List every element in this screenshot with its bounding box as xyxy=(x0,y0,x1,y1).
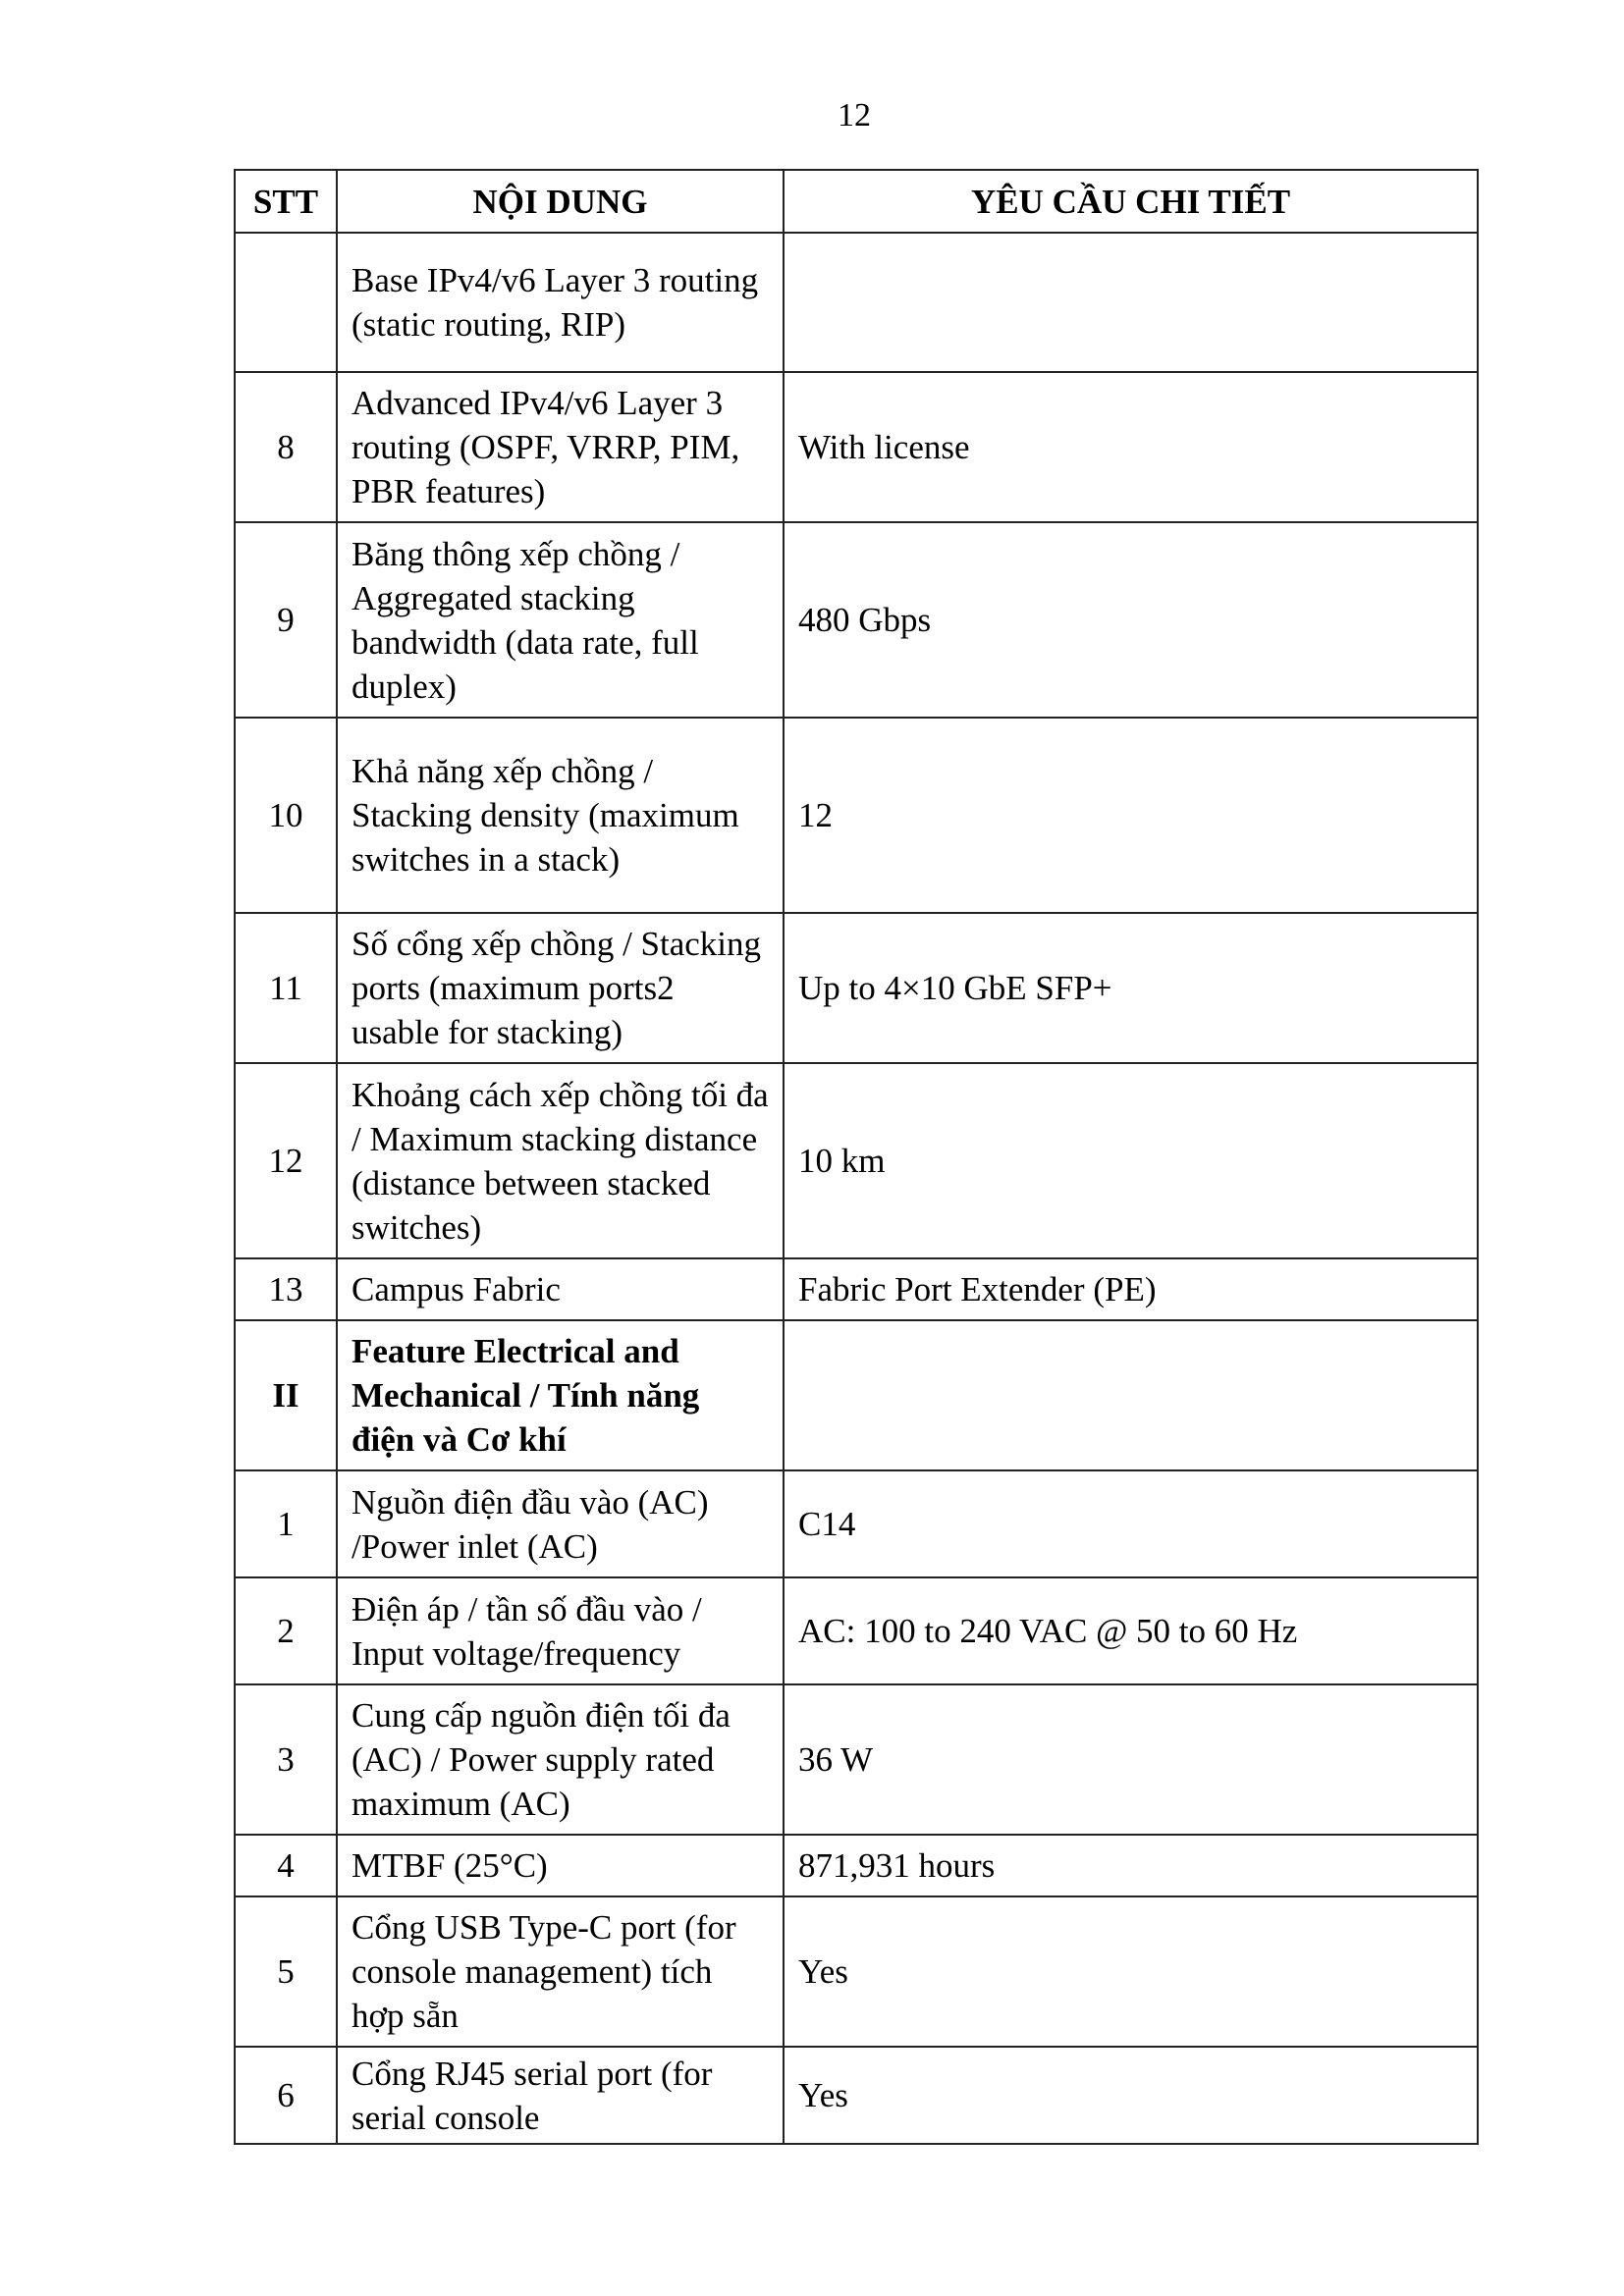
row-requirement xyxy=(784,1320,1478,1470)
table-row xyxy=(235,1896,1478,2047)
table-row xyxy=(235,1470,1478,1577)
table-row xyxy=(235,522,1478,718)
row-stt: 10 xyxy=(235,718,337,913)
table-row xyxy=(235,718,1478,913)
row-stt: 5 xyxy=(235,1896,337,2047)
row-stt: 9 xyxy=(235,522,337,718)
row-content: Khoảng cách xếp chồng tối đa / Maximum stacking distance (distance between stacked switches) xyxy=(337,1063,784,1258)
row-requirement: AC: 100 to 240 VAC @ 50 to 60 Hz xyxy=(784,1577,1478,1684)
spec-table xyxy=(234,169,1479,2145)
row-requirement: Up to 4×10 GbE SFP+ xyxy=(784,913,1478,1063)
row-content: Băng thông xếp chồng / Aggregated stacking bandwidth (data rate, full duplex) xyxy=(337,522,784,718)
row-stt: 2 xyxy=(235,1577,337,1684)
row-content: Cung cấp nguồn điện tối đa (AC) / Power supply rated maximum (AC) xyxy=(337,1684,784,1835)
row-requirement: 12 xyxy=(784,718,1478,913)
row-requirement: Yes xyxy=(784,2047,1478,2144)
row-stt: 4 xyxy=(235,1835,337,1896)
header-stt: STT xyxy=(235,170,337,233)
row-requirement xyxy=(784,233,1478,372)
page-number: 12 xyxy=(838,97,871,133)
row-content: Nguồn điện đầu vào (AC) /Power inlet (AC) xyxy=(337,1470,784,1577)
table-row xyxy=(235,1684,1478,1835)
row-content: Base IPv4/v6 Layer 3 routing (static routing, RIP) xyxy=(337,233,784,372)
row-stt: 6 xyxy=(235,2047,337,2144)
section-title: Feature Electrical and Mechanical / Tính năng điện và Cơ khí xyxy=(337,1320,784,1470)
row-stt: 12 xyxy=(235,1063,337,1258)
section-number: II xyxy=(235,1320,337,1470)
section-row xyxy=(235,1320,1478,1470)
row-stt: 11 xyxy=(235,913,337,1063)
row-stt: 13 xyxy=(235,1258,337,1320)
row-content: Cổng USB Type-C port (for console management) tích hợp sẵn xyxy=(337,1896,784,2047)
row-requirement: 10 km xyxy=(784,1063,1478,1258)
row-requirement: Fabric Port Extender (PE) xyxy=(784,1258,1478,1320)
row-stt: 3 xyxy=(235,1684,337,1835)
row-requirement: Yes xyxy=(784,1896,1478,2047)
row-content: Cổng RJ45 serial port (for serial console xyxy=(337,2047,784,2144)
row-requirement: With license xyxy=(784,372,1478,522)
row-requirement: 871,931 hours xyxy=(784,1835,1478,1896)
table-header-row xyxy=(235,170,1478,233)
row-content: Khả năng xếp chồng / Stacking density (maximum switches in a stack) xyxy=(337,718,784,913)
table-row xyxy=(235,1258,1478,1320)
row-requirement: 36 W xyxy=(784,1684,1478,1835)
row-requirement: 480 Gbps xyxy=(784,522,1478,718)
row-stt: 8 xyxy=(235,372,337,522)
header-requirement: YÊU CẦU CHI TIẾT xyxy=(784,170,1478,233)
row-stt: 1 xyxy=(235,1470,337,1577)
row-content: Số cổng xếp chồng / Stacking ports (maximum ports2 usable for stacking) xyxy=(337,913,784,1063)
row-content: MTBF (25°C) xyxy=(337,1835,784,1896)
row-content: Campus Fabric xyxy=(337,1258,784,1320)
table-row xyxy=(235,913,1478,1063)
table-row xyxy=(235,372,1478,522)
table-row xyxy=(235,2047,1478,2144)
table-row xyxy=(235,1063,1478,1258)
table-row xyxy=(235,233,1478,372)
header-content: NỘI DUNG xyxy=(337,170,784,233)
row-content: Điện áp / tần số đầu vào / Input voltage/frequency xyxy=(337,1577,784,1684)
table-row xyxy=(235,1835,1478,1896)
row-requirement: C14 xyxy=(784,1470,1478,1577)
table-row xyxy=(235,1577,1478,1684)
row-content: Advanced IPv4/v6 Layer 3 routing (OSPF, VRRP, PIM, PBR features) xyxy=(337,372,784,522)
row-stt xyxy=(235,233,337,372)
